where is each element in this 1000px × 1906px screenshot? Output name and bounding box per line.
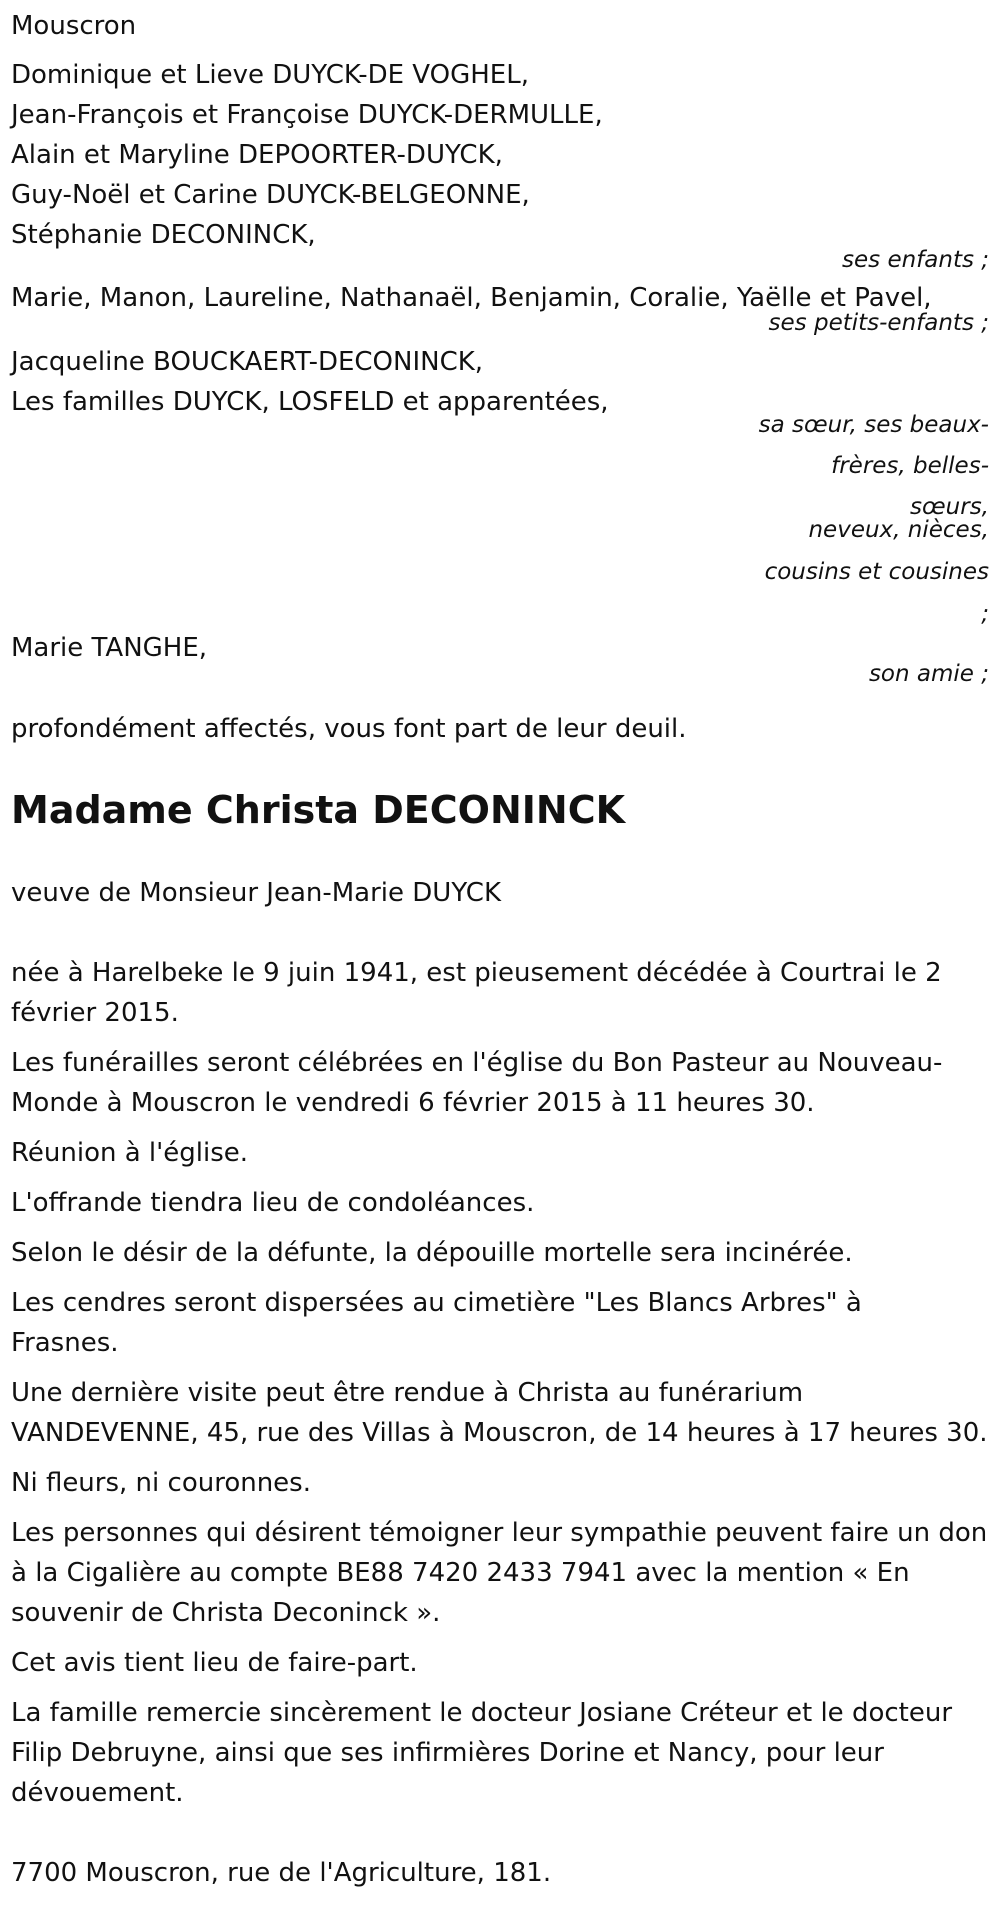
- child-line-4: Guy-Noël et Carine DUYCK-BELGEONNE,: [11, 180, 530, 210]
- donation-paragraph: Les personnes qui désirent témoigner leur sympathie peuvent faire un don à la Cigalière au compte BE88 7420 2433 7941 avec la mention « En souvenir de Christa Deconinck ».: [11, 1518, 988, 1628]
- details-block: [11, 953, 989, 1823]
- friend-line: Marie TANGHE,: [11, 633, 208, 663]
- meeting-paragraph: Réunion à l'église.: [11, 1138, 249, 1168]
- visit-paragraph: Une dernière visite peut être rendue à Christa au funérarium VANDEVENNE, 45, rue des Villas à Mouscron, de 14 heures à 17 heures 30.: [11, 1378, 988, 1448]
- no-flowers-paragraph: Ni fleurs, ni couronnes.: [11, 1468, 311, 1498]
- city-heading: Mouscron: [11, 11, 137, 41]
- offering-paragraph: L'offrande tiendra lieu de condoléances.: [11, 1188, 535, 1218]
- siblings-role-4: neveux, nièces,: [808, 517, 989, 543]
- cremation-paragraph: Selon le désir de la défunte, la dépouille mortelle sera incinérée.: [11, 1238, 853, 1268]
- sibling-line-1: Jacqueline BOUCKAERT-DECONINCK,: [11, 347, 484, 377]
- ashes-paragraph: Les cendres seront dispersées au cimetière "Les Blancs Arbres" à Frasnes.: [11, 1288, 862, 1358]
- children-role: ses enfants ;: [842, 247, 989, 273]
- grandchildren-role: ses petits-enfants ;: [768, 310, 989, 336]
- notice-paragraph: Cet avis tient lieu de faire-part.: [11, 1648, 418, 1678]
- closing-line: profondément affectés, vous font part de leur deuil.: [11, 714, 687, 744]
- child-line-2: Jean-François et Françoise DUYCK-DERMULLE,: [11, 100, 603, 130]
- birth-death-paragraph: née à Harelbeke le 9 juin 1941, est pieusement décédée à Courtrai le 2 février 2015.: [11, 958, 942, 1028]
- thanks-paragraph: La famille remercie sincèrement le docteur Josiane Créteur et le docteur Filip Debruyne, ainsi que ses infirmières Dorine et Nancy, pour leur dévouement.: [11, 1698, 953, 1808]
- siblings-role-3: sœurs,: [910, 494, 989, 520]
- child-line-3: Alain et Maryline DEPOORTER-DUYCK,: [11, 140, 503, 170]
- siblings-role-1: sa sœur, ses beaux-: [758, 412, 989, 438]
- sibling-line-2: Les familles DUYCK, LOSFELD et apparentées,: [11, 387, 609, 417]
- funeral-paragraph: Les funérailles seront célébrées en l'église du Bon Pasteur au Nouveau-Monde à Mouscron le vendredi 6 février 2015 à 11 heures 30.: [11, 1048, 943, 1118]
- child-line-1: Dominique et Lieve DUYCK-DE VOGHEL,: [11, 60, 529, 90]
- address-line: 7700 Mouscron, rue de l'Agriculture, 181.: [11, 1858, 552, 1888]
- widow-of-line: veuve de Monsieur Jean-Marie DUYCK: [11, 878, 502, 908]
- friend-role: son amie ;: [868, 661, 989, 687]
- grandchildren-line: Marie, Manon, Laureline, Nathanaël, Benjamin, Coralie, Yaëlle et Pavel,: [11, 283, 932, 313]
- deceased-name: Madame Christa DECONINCK: [11, 788, 626, 832]
- siblings-role-2: frères, belles-: [831, 453, 989, 479]
- siblings-role-5: cousins et cousines: [764, 559, 989, 585]
- siblings-role-6: ;: [981, 601, 989, 627]
- child-line-5: Stéphanie DECONINCK,: [11, 220, 316, 250]
